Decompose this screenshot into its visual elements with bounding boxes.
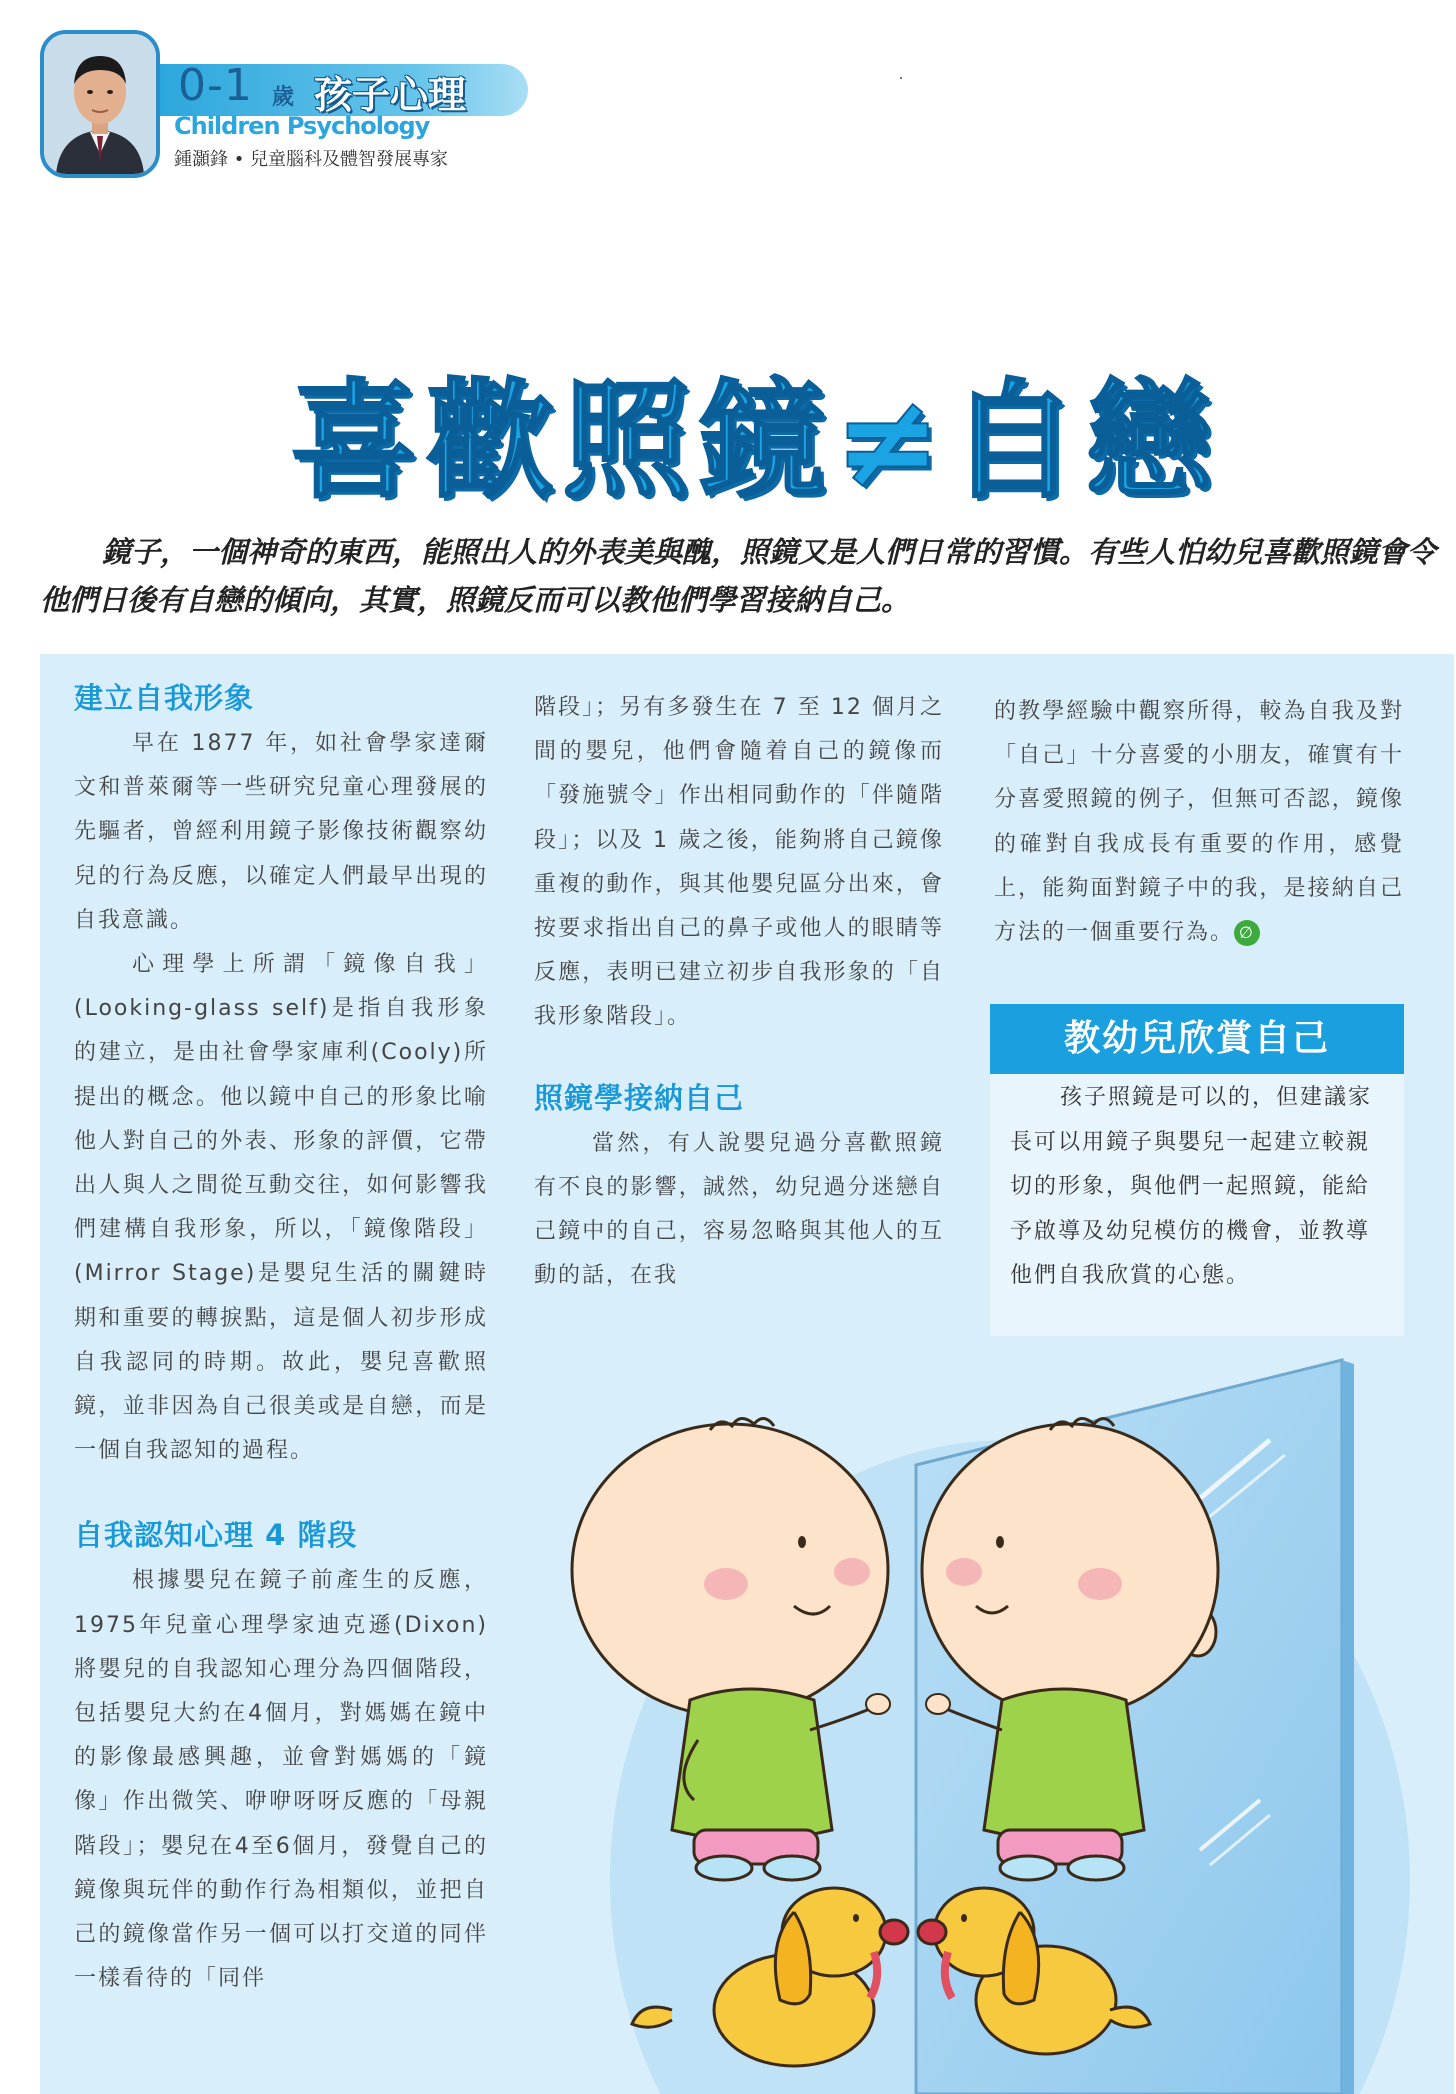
column-title-english: Children Psychology — [174, 112, 430, 140]
end-of-article-icon: ∅ — [1234, 920, 1260, 946]
section-heading: 照鏡學接納自己 — [534, 1080, 745, 1115]
age-range: 0-1 — [178, 60, 253, 111]
tip-box — [990, 1004, 1404, 1336]
paragraph: 根據嬰兒在鏡子前產生的反應，1975年兒童心理學家迪克遜(Dixon)將嬰兒的自我認知心理分為四個階段，包括嬰兒大約在4個月，對媽媽在鏡中的影像最感興趣，並會對媽媽的「鏡像」作出微笑、咿咿呀呀反應的「母親階段」；嬰兒在4至6個月，發覺自己的鏡像與玩伴的動作行為相類似，並把自己的鏡像當作另一個可以打交道的同伴一樣看待的「同伴 — [74, 1568, 488, 1992]
paragraph: 心理學上所謂「鏡像自我」(Looking-glass self)是指自我形象的建立，是由社會學家庫利(Cooly)所提出的概念。他以鏡中自己的形象比喻他人對自己的外表、形象的評價，它帶出人與人之間從互動交往，如何影響我們建構自我形象，所以，「鏡像階段」(Mirror Stage)是嬰兒生活的關鍵時期和重要的轉捩點，這是個人初步形成自我認同的時期。故此，嬰兒喜歡照鏡，並非因為自己很美或是自戀，而是一個自我認知的過程。 — [74, 952, 488, 1464]
column-1 — [74, 676, 488, 2001]
section-heading: 建立自我形象 — [74, 681, 255, 715]
tip-box-text: 孩子照鏡是可以的，但建議家長可以用鏡子與嬰兒一起建立較親切的形象，與他們一起照鏡，能給予啟導及幼兒模仿的機會，並教導他們自我欣賞的心態。 — [1010, 1085, 1373, 1288]
paragraph: 早在 1877 年，如社會學家達爾文和普萊爾等一些研究兒童心理發展的先驅者，曾經利用鏡子影像技術觀察幼兒的行為反應，以確定人們最早出現的自我意識。 — [74, 731, 488, 933]
paragraph — [994, 690, 1404, 955]
paragraph-text: 的教學經驗中觀察所得，較為自我及對「自己」十分喜愛的小朋友，確實有十分喜愛照鏡的例子，但無可否認，鏡像的確對自我成長有重要的作用，感覺上，能夠面對鏡子中的我，是接納自己方法的一個重要行為。 — [994, 699, 1404, 946]
paragraph: 階段」；另有多發生在 7 至 12 個月之間的嬰兒，他們會隨着自己的鏡像而「發施號令」作出相同動作的「伴隨階段」；以及 1 歲之後，能夠將自己鏡像重複的動作，與其他嬰兒區分出來，會按要求指出自己的鼻子或他人的眼睛等反應，表明已建立初步自我形象的「自我形象階段」。 — [534, 695, 944, 1030]
print-speck — [900, 77, 902, 79]
age-unit: 歲 — [272, 85, 295, 110]
author-byline: 鍾灝鋒 • 兒童腦科及體智發展專家 — [174, 149, 449, 170]
article-intro — [40, 528, 1452, 624]
intro-line-1: 鏡子，一個神奇的東西，能照出人的外表美與醜，照鏡又是人們日常的習慣。有些人怕幼兒喜歡照鏡會令 — [102, 535, 1437, 569]
tip-box-title: 教幼兒欣賞自己 — [990, 1004, 1404, 1074]
column-title: 孩子心理 — [314, 73, 467, 117]
paragraph: 當然，有人說嬰兒過分喜歡照鏡有不良的影響，誠然，幼兒過分迷戀自己鏡中的自己，容易忽略與其他人的互動的話，在我 — [534, 1130, 944, 1289]
column-2 — [534, 686, 944, 1298]
intro-line-2: 他們日後有自戀的傾向，其實，照鏡反而可以教他們學習接納自己。 — [40, 583, 911, 617]
author-photo — [40, 30, 160, 178]
column-3 — [994, 690, 1404, 955]
baby-mirror-illustration — [540, 1320, 1440, 2094]
article-title: 喜歡照鏡≠自戀 — [290, 367, 1222, 516]
section-heading: 自我認知心理 4 階段 — [74, 1518, 358, 1553]
